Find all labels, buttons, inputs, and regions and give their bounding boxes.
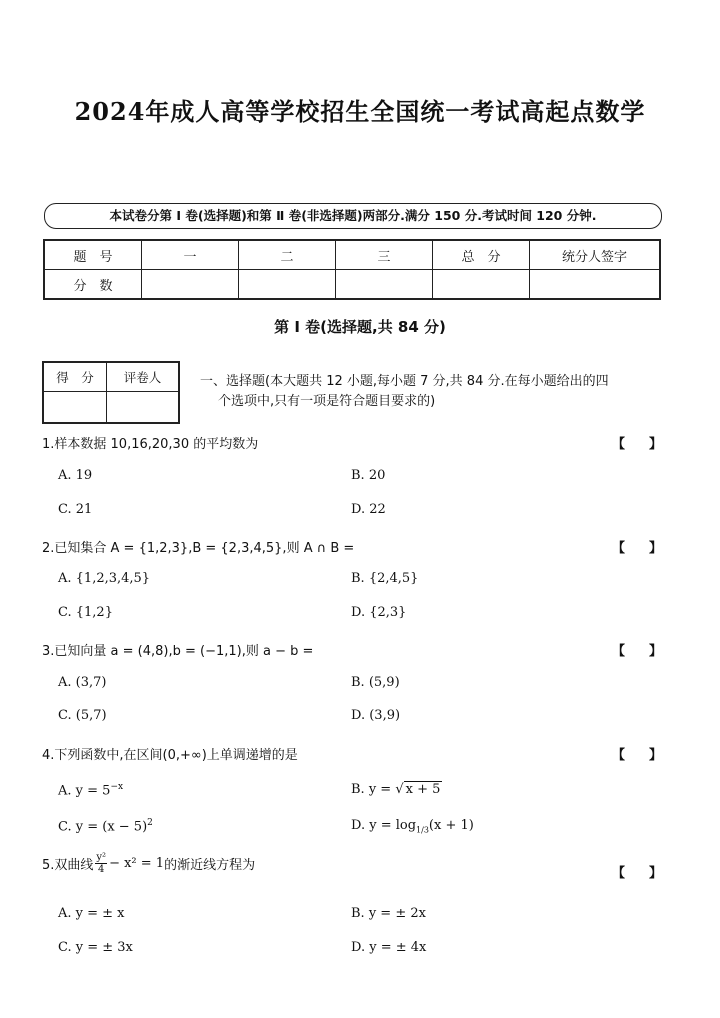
question-1-stem: 1.样本数据 10,16,20,30 的平均数为 [42, 437, 259, 452]
score-header-cell: 一 [142, 240, 239, 270]
bracket-close: 】 [648, 541, 662, 556]
option-exponent: −x [110, 782, 124, 792]
score-input-cell[interactable] [336, 270, 433, 300]
question-1-option-c: C. 21 [58, 502, 93, 517]
question-5-option-d: D. y = ± 4x [351, 940, 427, 955]
grader-reviewer-cell[interactable] [107, 392, 180, 424]
option-text: D. y = log [351, 818, 417, 833]
question-4-option-c [58, 818, 153, 834]
answer-bracket-5[interactable] [612, 862, 662, 881]
score-table-value-row [44, 270, 660, 300]
stem-equation: − x² = 1 [109, 856, 165, 871]
score-header-cell: 三 [336, 240, 433, 270]
score-header-cell: 总 分 [433, 240, 530, 270]
question-3-stem: 3.已知向量 a = (4,8),b = (−1,1),则 a − b = [42, 644, 314, 659]
fraction-denominator: 4 [98, 864, 105, 875]
question-3-option-d: D. (3,9) [351, 708, 401, 723]
bracket-close: 】 [648, 437, 662, 452]
score-row-label: 分 数 [44, 270, 142, 300]
score-header-cell: 题 号 [44, 240, 142, 270]
section-description-line2: 个选项中,只有一项是符合题目要求的) [218, 394, 436, 409]
section-description [200, 372, 662, 412]
score-header-cell: 二 [239, 240, 336, 270]
question-5-stem [42, 852, 642, 875]
sqrt-icon: √ [395, 782, 404, 797]
question-5-option-a: A. y = ± x [58, 906, 125, 921]
option-text: C. y = (x − 5) [58, 819, 148, 835]
bracket-open: 【 [612, 541, 626, 556]
question-3-option-b: B. (5,9) [351, 675, 400, 690]
bracket-open: 【 [612, 748, 626, 763]
page-title: 2024年成人高等学校招生全国统一考试高起点数学 [74, 97, 646, 126]
fraction-numerator: y² [96, 852, 107, 863]
section-description-line1: 一、选择题(本大题共 12 小题,每小题 7 分,共 84 分.在每小题给出的四 [200, 374, 609, 389]
option-text-tail: (x + 1) [428, 818, 474, 833]
option-radicand: x + 5 [405, 782, 441, 797]
grader-score-cell[interactable] [43, 392, 107, 424]
stem-text: 5.双曲线 [42, 858, 94, 873]
answer-bracket-3[interactable] [612, 640, 662, 659]
question-1-option-d: D. 22 [351, 502, 386, 517]
question-4-stem: 4.下列函数中,在区间(0,+∞)上单调递增的是 [42, 748, 298, 763]
score-input-cell[interactable] [433, 270, 530, 300]
bracket-open: 【 [612, 866, 626, 881]
score-table [43, 239, 661, 300]
option-log-base: 1/3 [416, 825, 429, 835]
bracket-close: 】 [648, 866, 662, 881]
question-4-option-a [58, 782, 123, 798]
question-4-option-b [351, 782, 442, 797]
question-4-option-d [351, 818, 474, 835]
answer-bracket-1[interactable] [612, 433, 662, 452]
option-text: A. y = 5 [58, 783, 111, 799]
exam-notice: 本试卷分第 Ⅰ 卷(选择题)和第 Ⅱ 卷(非选择题)两部分.满分 150 分.考试时间 120 分钟. [44, 203, 662, 229]
question-3-option-a: A. (3,7) [58, 675, 107, 690]
signature-input-cell[interactable] [530, 270, 661, 300]
question-1-option-b: B. 20 [351, 468, 386, 483]
answer-bracket-4[interactable] [612, 744, 662, 763]
question-2-option-a: A. {1,2,3,4,5} [58, 571, 151, 586]
bracket-open: 【 [612, 644, 626, 659]
grader-table [42, 361, 180, 424]
grader-score-label: 得 分 [43, 362, 107, 392]
question-2-option-d: D. {2,3} [351, 605, 407, 620]
score-input-cell[interactable] [239, 270, 336, 300]
bracket-close: 】 [648, 644, 662, 659]
option-text: B. y = [351, 782, 396, 797]
answer-bracket-2[interactable] [612, 537, 662, 556]
question-1-option-a: A. 19 [58, 468, 93, 483]
score-table-header-row [44, 240, 660, 270]
part-title: 第 Ⅰ 卷(选择题,共 84 分) [274, 318, 446, 336]
score-header-cell: 统分人签字 [530, 240, 661, 270]
stem-fraction [95, 852, 107, 875]
bracket-close: 】 [648, 748, 662, 763]
question-2-stem: 2.已知集合 A = {1,2,3},B = {2,3,4,5},则 A ∩ B = [42, 541, 355, 556]
question-5-option-c: C. y = ± 3x [58, 940, 133, 955]
question-2-option-b: B. {2,4,5} [351, 571, 419, 586]
grader-reviewer-label: 评卷人 [107, 362, 180, 392]
question-3-option-c: C. (5,7) [58, 708, 107, 723]
score-input-cell[interactable] [142, 270, 239, 300]
option-exponent: 2 [147, 818, 153, 828]
bracket-open: 【 [612, 437, 626, 452]
stem-text: 的渐近线方程为 [164, 858, 256, 873]
question-5-option-b: B. y = ± 2x [351, 906, 426, 921]
question-2-option-c: C. {1,2} [58, 605, 113, 620]
